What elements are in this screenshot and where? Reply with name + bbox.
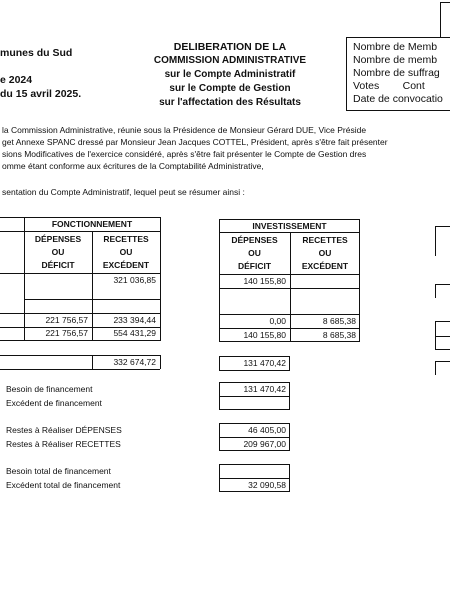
presentation-line: sentation du Compte Administratif, lequel peut se résumer ainsi : xyxy=(2,187,245,197)
invest-col-dep-3: DÉFICIT xyxy=(237,261,272,271)
fonct-col-dep-3: DÉFICIT xyxy=(41,260,75,270)
doc-title-line-4: sur le Compte de Gestion xyxy=(169,83,291,94)
invest-col-rec-3: EXCÉDENT xyxy=(301,261,349,271)
fonct-row2-rec: 233 394,44 xyxy=(113,315,156,325)
commune-name: munes du Sud xyxy=(0,47,73,59)
fonct-title: FONCTIONNEMENT xyxy=(51,219,133,229)
besoin-financement-value: 131 470,42 xyxy=(243,384,286,394)
info-line-1: Nombre de Memb xyxy=(353,41,438,53)
invest-row2-dep: 0,00 xyxy=(269,316,286,326)
intro-line-1: la Commission Administrative, réunie sous la Présidence de Monsieur Gérard DUE, Vice Préside xyxy=(2,125,367,135)
fonct-row1-rec: 321 036,85 xyxy=(113,275,156,285)
fonct-row2-dep: 221 756,57 xyxy=(45,315,88,325)
doc-title-line-2: COMMISSION ADMINISTRATIVE xyxy=(153,55,307,66)
rar-recettes-value: 209 967,00 xyxy=(243,439,286,449)
invest-title: INVESTISSEMENT xyxy=(252,221,327,231)
fonct-row3-dep: 221 756,57 xyxy=(45,328,88,338)
fonct-col-dep-2: OU xyxy=(51,247,65,257)
invest-row3-dep: 140 155,80 xyxy=(243,330,286,340)
invest-row2-rec: 8 685,38 xyxy=(322,316,356,326)
doc-title-line-3: sur le Compte Administratif xyxy=(164,69,296,80)
invest-row1-dep: 140 155,80 xyxy=(243,276,286,286)
doc-title-line-1: DELIBERATION DE LA xyxy=(173,41,287,53)
invest-col-dep-2: OU xyxy=(248,248,261,258)
excedent-financement-label: Excédent de financement xyxy=(6,398,102,408)
doc-title-line-5: sur l'affectation des Résultats xyxy=(159,97,301,108)
corner-frame xyxy=(440,2,450,37)
intro-line-4: omme étant conforme aux écritures de la Comptabilité Administrative, xyxy=(2,161,264,171)
intro-line-2: get Annexe SPANC dressé par Monsieur Jean Jacques COTTEL, Président, après s'être fait présenter xyxy=(2,137,388,147)
fonct-result-rec: 332 674,72 xyxy=(113,357,156,367)
rar-depenses-value: 46 405,00 xyxy=(248,425,286,435)
info-line-5: Date de convocatio xyxy=(353,93,443,105)
besoin-financement-label: Besoin de financement xyxy=(6,384,93,394)
rar-recettes-label: Restes à Réaliser RECETTES xyxy=(6,439,121,449)
fonct-col-dep-1: DÉPENSES xyxy=(34,234,82,244)
date-line-1: e 2024 xyxy=(0,74,33,86)
info-line-2: Nombre de memb xyxy=(353,54,438,66)
invest-row3-rec: 8 685,38 xyxy=(322,330,356,340)
excedent-total-value: 32 090,58 xyxy=(248,480,286,490)
fonct-col-rec-2: OU xyxy=(119,247,133,257)
info-box xyxy=(346,37,450,111)
invest-col-rec-1: RECETTES xyxy=(302,235,348,245)
invest-col-dep-1: DÉPENSES xyxy=(231,235,278,245)
info-line-4: Votes Cont xyxy=(353,80,425,92)
besoin-total-label: Besoin total de financement xyxy=(6,466,111,476)
excedent-total-label: Excédent total de financement xyxy=(6,480,121,490)
invest-col-rec-2: OU xyxy=(318,248,332,258)
fonct-col-rec-3: EXCÉDENT xyxy=(102,260,150,270)
rar-depenses-label: Restes à Réaliser DÉPENSES xyxy=(6,425,122,435)
date-line-2: du 15 avril 2025. xyxy=(0,88,82,100)
info-line-3: Nombre de suffrag xyxy=(353,67,440,79)
invest-result-dep: 131 470,42 xyxy=(243,358,286,368)
fonct-row3-rec: 554 431,29 xyxy=(113,328,156,338)
fonct-col-rec-1: RECETTES xyxy=(103,234,149,244)
intro-line-3: sions Modificatives de l'exercice considéré, après s'être fait présenter le Compte de Gestion dres xyxy=(2,149,367,159)
